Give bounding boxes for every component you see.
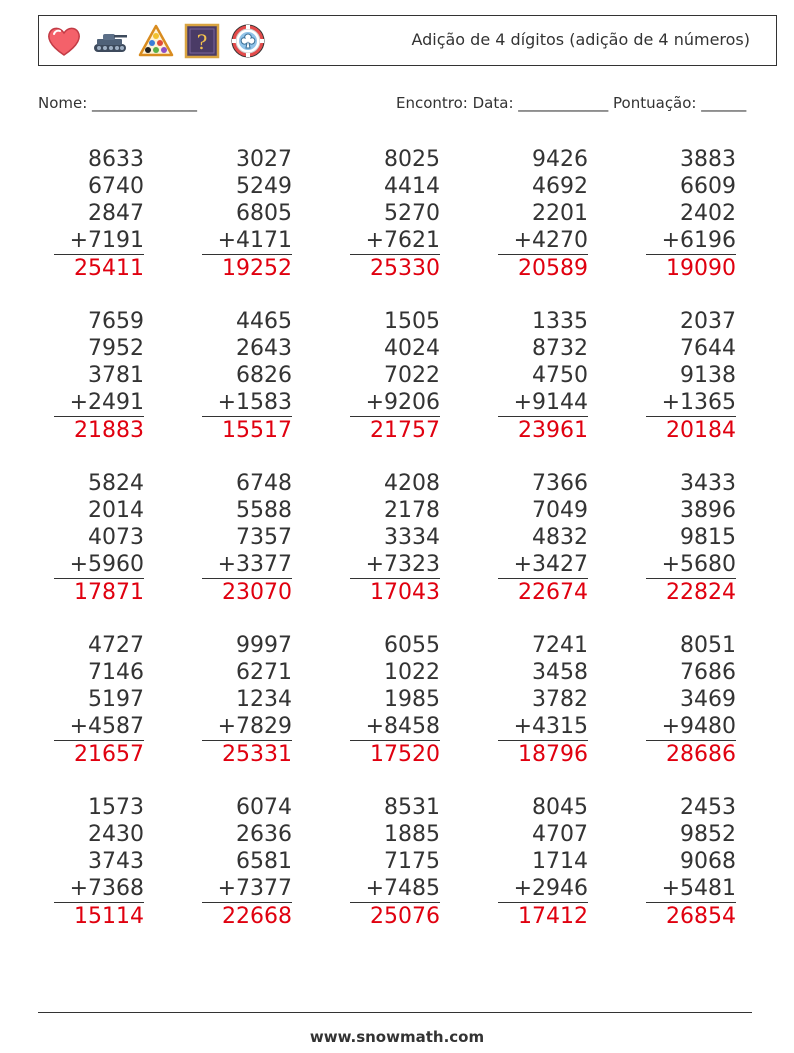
answer: 22824 bbox=[666, 580, 736, 605]
addend: 4073 bbox=[88, 525, 144, 550]
answer: 21757 bbox=[370, 418, 440, 443]
addition-problem bbox=[202, 470, 292, 606]
addend: 8633 bbox=[88, 147, 144, 172]
last-addend: +5960 bbox=[54, 551, 144, 579]
addend: 7686 bbox=[680, 660, 736, 685]
addition-problem bbox=[54, 794, 144, 930]
last-addend: +4171 bbox=[202, 227, 292, 255]
answer: 22674 bbox=[518, 580, 588, 605]
addend: 7175 bbox=[384, 849, 440, 874]
answer: 25411 bbox=[74, 256, 144, 281]
last-addend: +7191 bbox=[54, 227, 144, 255]
addition-problem bbox=[350, 146, 440, 282]
addend: 7357 bbox=[236, 525, 292, 550]
addend: 1885 bbox=[384, 822, 440, 847]
addition-problem bbox=[646, 308, 736, 444]
addend: 2014 bbox=[88, 498, 144, 523]
addend: 2178 bbox=[384, 498, 440, 523]
addition-problem bbox=[350, 632, 440, 768]
addend: 1505 bbox=[384, 309, 440, 334]
addend: 1335 bbox=[532, 309, 588, 334]
addend: 4832 bbox=[532, 525, 588, 550]
addend: 4727 bbox=[88, 633, 144, 658]
answer: 22668 bbox=[222, 904, 292, 929]
answer: 17871 bbox=[74, 580, 144, 605]
last-addend: +7323 bbox=[350, 551, 440, 579]
addition-problem bbox=[498, 470, 588, 606]
addend: 7146 bbox=[88, 660, 144, 685]
addend: 8025 bbox=[384, 147, 440, 172]
answer: 17412 bbox=[518, 904, 588, 929]
addend: 6271 bbox=[236, 660, 292, 685]
last-addend: +7368 bbox=[54, 875, 144, 903]
last-addend: +9480 bbox=[646, 713, 736, 741]
question-box-icon bbox=[183, 22, 221, 60]
addend: 4465 bbox=[236, 309, 292, 334]
last-addend: +1365 bbox=[646, 389, 736, 417]
addend: 2430 bbox=[88, 822, 144, 847]
addend: 6581 bbox=[236, 849, 292, 874]
answer: 15517 bbox=[222, 418, 292, 443]
billiard-rack-icon bbox=[137, 22, 175, 60]
addend: 2402 bbox=[680, 201, 736, 226]
addend: 2453 bbox=[680, 795, 736, 820]
answer: 23070 bbox=[222, 580, 292, 605]
answer: 21657 bbox=[74, 742, 144, 767]
addend: 6740 bbox=[88, 174, 144, 199]
addition-problem bbox=[54, 146, 144, 282]
last-addend: +2946 bbox=[498, 875, 588, 903]
addend: 5270 bbox=[384, 201, 440, 226]
last-addend: +4587 bbox=[54, 713, 144, 741]
addend: 4707 bbox=[532, 822, 588, 847]
answer: 26854 bbox=[666, 904, 736, 929]
addition-problem bbox=[646, 146, 736, 282]
addend: 9426 bbox=[532, 147, 588, 172]
addend: 8531 bbox=[384, 795, 440, 820]
addition-problem bbox=[498, 146, 588, 282]
addend: 6805 bbox=[236, 201, 292, 226]
addend: 1985 bbox=[384, 687, 440, 712]
answer: 17520 bbox=[370, 742, 440, 767]
addition-problem bbox=[646, 470, 736, 606]
addend: 6074 bbox=[236, 795, 292, 820]
addend: 9138 bbox=[680, 363, 736, 388]
last-addend: +9144 bbox=[498, 389, 588, 417]
last-addend: +7829 bbox=[202, 713, 292, 741]
last-addend: +5680 bbox=[646, 551, 736, 579]
last-addend: +7621 bbox=[350, 227, 440, 255]
poker-chip-icon bbox=[229, 22, 267, 60]
answer: 20589 bbox=[518, 256, 588, 281]
addend: 6609 bbox=[680, 174, 736, 199]
addend: 3334 bbox=[384, 525, 440, 550]
addend: 6826 bbox=[236, 363, 292, 388]
addend: 3782 bbox=[532, 687, 588, 712]
addend: 3458 bbox=[532, 660, 588, 685]
last-addend: +4315 bbox=[498, 713, 588, 741]
addend: 1022 bbox=[384, 660, 440, 685]
addend: 7049 bbox=[532, 498, 588, 523]
addition-problem bbox=[202, 632, 292, 768]
answer: 19090 bbox=[666, 256, 736, 281]
addend: 8045 bbox=[532, 795, 588, 820]
addend: 2201 bbox=[532, 201, 588, 226]
last-addend: +3377 bbox=[202, 551, 292, 579]
addend: 9815 bbox=[680, 525, 736, 550]
name-field: Nome: ______________ bbox=[38, 94, 198, 112]
addend: 9852 bbox=[680, 822, 736, 847]
answer: 15114 bbox=[74, 904, 144, 929]
addend: 7022 bbox=[384, 363, 440, 388]
addition-problem bbox=[54, 470, 144, 606]
answer: 23961 bbox=[518, 418, 588, 443]
worksheet-header bbox=[38, 15, 777, 66]
addend: 1234 bbox=[236, 687, 292, 712]
addend: 5588 bbox=[236, 498, 292, 523]
answer: 18796 bbox=[518, 742, 588, 767]
last-addend: +7485 bbox=[350, 875, 440, 903]
addend: 7952 bbox=[88, 336, 144, 361]
last-addend: +7377 bbox=[202, 875, 292, 903]
addend: 9997 bbox=[236, 633, 292, 658]
addend: 4692 bbox=[532, 174, 588, 199]
addition-problem bbox=[646, 632, 736, 768]
addend: 4750 bbox=[532, 363, 588, 388]
last-addend: +9206 bbox=[350, 389, 440, 417]
last-addend: +8458 bbox=[350, 713, 440, 741]
addition-problem bbox=[646, 794, 736, 930]
last-addend: +4270 bbox=[498, 227, 588, 255]
answer: 19252 bbox=[222, 256, 292, 281]
addend: 4208 bbox=[384, 471, 440, 496]
svg-text:?: ? bbox=[196, 30, 208, 54]
addend: 1573 bbox=[88, 795, 144, 820]
answer: 25076 bbox=[370, 904, 440, 929]
addend: 2037 bbox=[680, 309, 736, 334]
addition-problem bbox=[498, 632, 588, 768]
addition-problem bbox=[350, 470, 440, 606]
addition-problem bbox=[202, 308, 292, 444]
addend: 5249 bbox=[236, 174, 292, 199]
addend: 4414 bbox=[384, 174, 440, 199]
addend: 3469 bbox=[680, 687, 736, 712]
answer: 25330 bbox=[370, 256, 440, 281]
addition-problem bbox=[350, 308, 440, 444]
addend: 7659 bbox=[88, 309, 144, 334]
addend: 3743 bbox=[88, 849, 144, 874]
heart-icon bbox=[45, 22, 83, 60]
addition-problem bbox=[498, 794, 588, 930]
addend: 2847 bbox=[88, 201, 144, 226]
date-score-fields: Encontro: Data: ____________ Pontuação: ______ bbox=[396, 94, 747, 112]
last-addend: +1583 bbox=[202, 389, 292, 417]
addition-problem bbox=[498, 308, 588, 444]
icon-strip bbox=[45, 22, 267, 60]
addend: 7644 bbox=[680, 336, 736, 361]
addend: 3781 bbox=[88, 363, 144, 388]
addend: 7241 bbox=[532, 633, 588, 658]
addend: 1714 bbox=[532, 849, 588, 874]
addition-problem bbox=[54, 632, 144, 768]
addend: 2636 bbox=[236, 822, 292, 847]
addend: 3433 bbox=[680, 471, 736, 496]
answer: 21883 bbox=[74, 418, 144, 443]
answer: 20184 bbox=[666, 418, 736, 443]
addend: 3027 bbox=[236, 147, 292, 172]
addend: 4024 bbox=[384, 336, 440, 361]
addend: 8732 bbox=[532, 336, 588, 361]
addition-problem bbox=[202, 794, 292, 930]
addend: 5197 bbox=[88, 687, 144, 712]
last-addend: +3427 bbox=[498, 551, 588, 579]
answer: 17043 bbox=[370, 580, 440, 605]
answer: 28686 bbox=[666, 742, 736, 767]
addition-problem bbox=[350, 794, 440, 930]
addend: 5824 bbox=[88, 471, 144, 496]
addend: 8051 bbox=[680, 633, 736, 658]
tank-icon bbox=[91, 22, 129, 60]
addend: 7366 bbox=[532, 471, 588, 496]
addend: 2643 bbox=[236, 336, 292, 361]
addend: 6748 bbox=[236, 471, 292, 496]
footer-site: www.snowmath.com bbox=[309, 1028, 485, 1046]
last-addend: +2491 bbox=[54, 389, 144, 417]
last-addend: +5481 bbox=[646, 875, 736, 903]
answer: 25331 bbox=[222, 742, 292, 767]
footer-divider bbox=[38, 1012, 752, 1013]
worksheet-title: Adição de 4 dígitos (adição de 4 números) bbox=[411, 30, 750, 49]
addition-problem bbox=[202, 146, 292, 282]
addend: 6055 bbox=[384, 633, 440, 658]
addition-problem bbox=[54, 308, 144, 444]
addend: 3883 bbox=[680, 147, 736, 172]
addend: 3896 bbox=[680, 498, 736, 523]
addend: 9068 bbox=[680, 849, 736, 874]
last-addend: +6196 bbox=[646, 227, 736, 255]
